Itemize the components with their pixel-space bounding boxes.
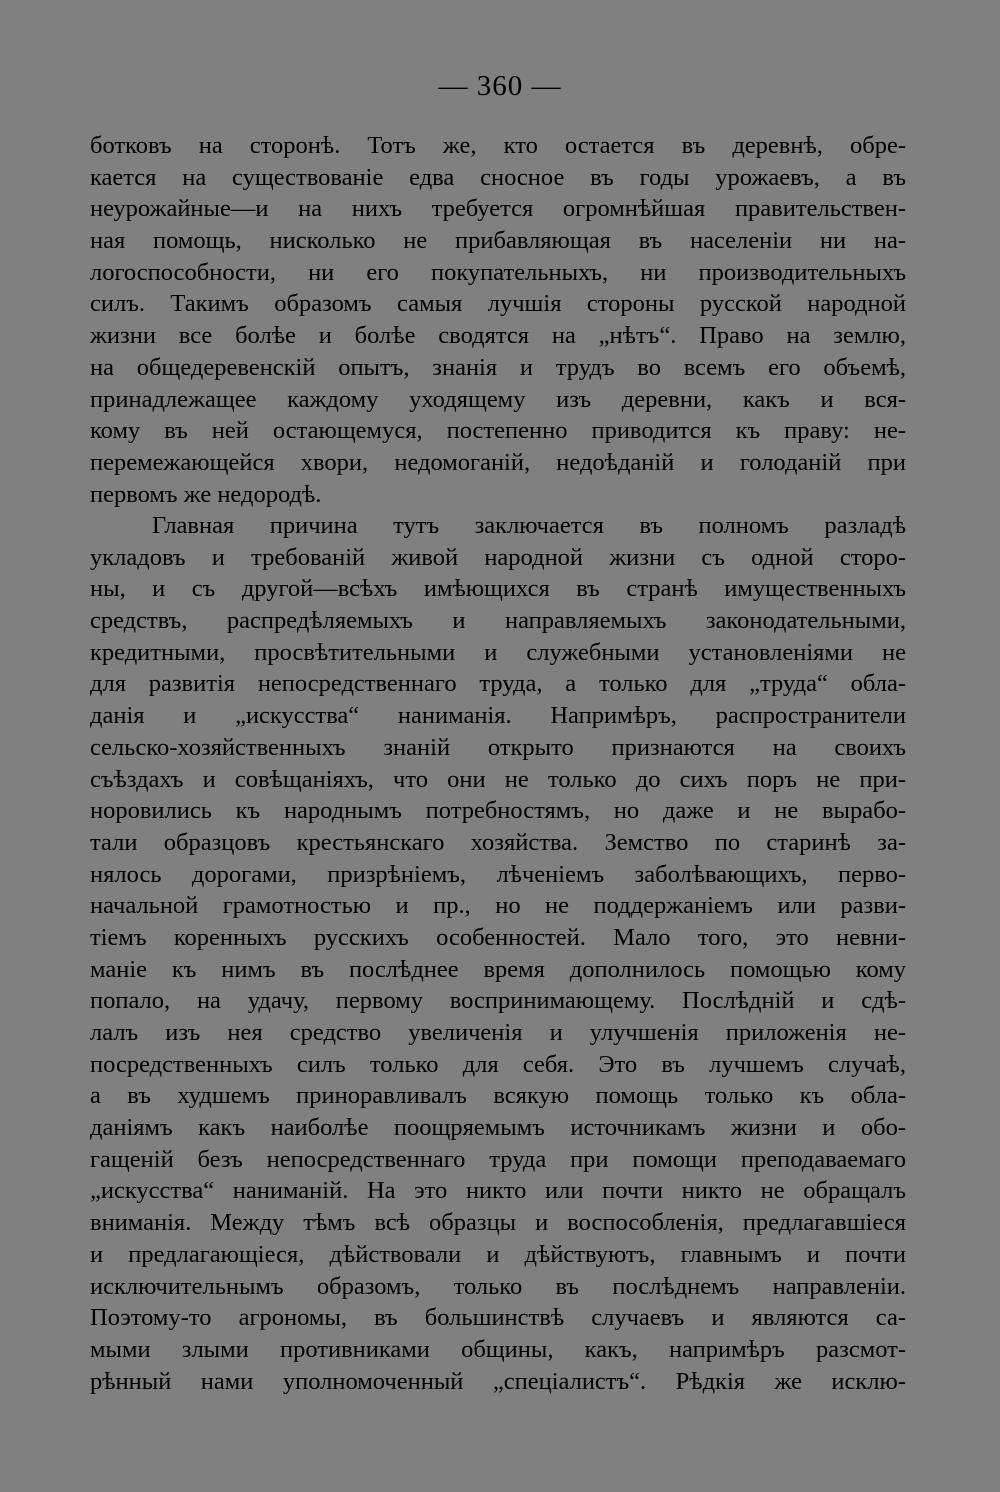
text-line: принадлежащее каждому уходящему изъ деревни, какъ и вся- — [90, 385, 906, 413]
text-line: гащеній безъ непосредственнаго труда при помощи преподаваемаго — [90, 1145, 906, 1173]
text-line: начальной грамотностью и пр., но не поддержаніемъ или разви- — [90, 892, 906, 920]
text-line: ботковъ на сторонѣ. Тотъ же, кто остается въ деревнѣ, обре- — [90, 132, 906, 159]
text-line: логоспособности, ни его покупательныхъ, ни производительныхъ — [90, 258, 906, 286]
text-line: маніе къ нимъ въ послѣднее время дополнилось помощью кому — [90, 955, 906, 983]
text-line: даніямъ какъ наиболѣе поощряемымъ источникамъ жизни и обо- — [90, 1114, 906, 1142]
text-line: исключительнымъ образомъ, только въ послѣднемъ направленіи. — [90, 1272, 906, 1300]
text-line: лалъ изъ нея средство увеличенія и улучшенія приложенія не- — [90, 1019, 906, 1046]
text-line: съѣздахъ и совѣщаніяхъ, что они не только до сихъ поръ не при- — [90, 765, 906, 793]
text-line: для развитія непосредственнаго труда, а только для „труда“ обла- — [90, 670, 906, 698]
text-line: сельско-хозяйственныхъ знаній открыто признаются на своихъ — [90, 733, 906, 761]
text-line: укладовъ и требованій живой народной жизни съ одной сторо- — [90, 543, 906, 571]
text-line: вниманія. Между тѣмъ всѣ образцы и воспособленія, предлагавшіеся — [90, 1209, 906, 1237]
text-line: кому въ ней остающемуся, постепенно приводится къ праву: не- — [90, 417, 906, 445]
text-line: первомъ же недородѣ. — [90, 480, 322, 508]
text-line: жизни все болѣе и болѣе сводятся на „нѣтъ“. Право на землю, — [90, 322, 906, 350]
text-line: на общедеревенскій опытъ, знанія и трудъ во всемъ его объемѣ, — [90, 353, 906, 381]
text-line: данія и „искусства“ наниманія. Напримѣръ, распространители — [90, 702, 906, 730]
text-line: рѣнный нами уполномоченный „спеціалистъ“. Рѣдкія же исклю- — [90, 1367, 906, 1395]
page-number: — 360 — — [438, 70, 562, 102]
text-line: тіемъ коренныхъ русскихъ особенностей. Мало того, это невни- — [90, 923, 906, 951]
text-line: Главная причина тутъ заключается въ полномъ разладѣ — [152, 512, 906, 539]
text-line: кается на существованіе едва сносное въ годы урожаевъ, а въ — [90, 163, 906, 191]
text-line: „искусства“ наниманій. На это никто или почти никто не обращалъ — [90, 1177, 906, 1205]
text-line: неурожайные—и на нихъ требуется огромнѣйшая правительствен- — [90, 195, 906, 223]
text-line: кредитными, просвѣтительными и служебными установленіями не — [90, 638, 906, 666]
text-line: а въ худшемъ приноравливалъ всякую помощь только къ обла- — [90, 1082, 906, 1110]
text-line: ная помощь, нисколько не прибавляющая въ населеніи ни на- — [90, 227, 906, 255]
text-line: Поэтому-то агрономы, въ большинствѣ случаевъ и являются са- — [90, 1304, 906, 1332]
text-line: норовились къ народнымъ потребностямъ, но даже и не вырабо- — [90, 797, 906, 825]
text-line: и предлагающіеся, дѣйствовали и дѣйствуютъ, главнымъ и почти — [90, 1240, 906, 1268]
text-line: средствъ, распредѣляемыхъ и направляемыхъ законодательными, — [90, 607, 906, 635]
paragraph — [90, 130, 906, 510]
text-line: посредственныхъ силъ только для себя. Это въ лучшемъ случаѣ, — [90, 1050, 906, 1078]
text-line: тали образцовъ крестьянскаго хозяйства. Земство по старинѣ за- — [90, 828, 906, 856]
text-line: мыми злыми противниками общины, какъ, напримѣръ разсмот- — [90, 1335, 906, 1363]
paragraph — [90, 510, 906, 1397]
text-line: перемежающейся хвори, недомоганій, недоѣданій и голоданій при — [90, 448, 906, 476]
text-line: попало, на удачу, первому воспринимающему. Послѣдній и сдѣ- — [90, 987, 906, 1015]
text-line: ны, и съ другой—всѣхъ имѣющихся въ странѣ имущественныхъ — [90, 575, 906, 603]
text-line: силъ. Такимъ образомъ самыя лучшія стороны русской народной — [90, 290, 906, 318]
text-line: нялось дорогами, призрѣніемъ, лѣченіемъ заболѣвающихъ, перво- — [90, 860, 906, 888]
